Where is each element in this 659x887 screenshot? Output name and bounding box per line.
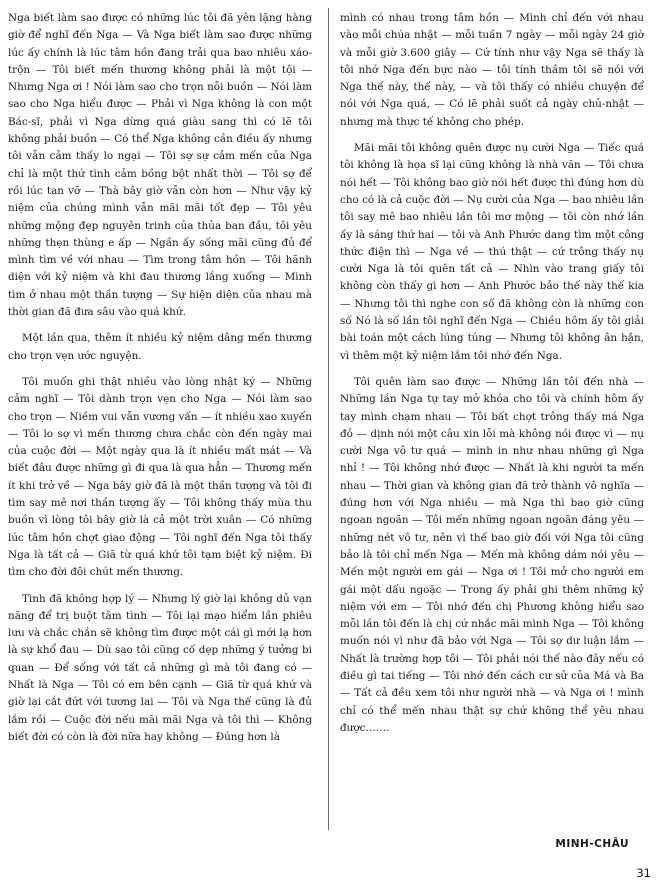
left-column (8, 10, 312, 866)
paragraph: Mãi mãi tôi không quên được nụ cười Nga — Tiếc quá tôi không là họa sĩ lại cũng không là nhà văn — Tôi chưa nói hết — Tôi không bao giờ nói hết được thì đúng hơn dù cho có là cả cuộc đời — Nụ cười của Nga — bao nhiêu lần tôi say mê bao nhiêu lần tôi mơ mộng — tôi còn nhớ lần ấy là sáng thứ hai — tôi và Anh Phước dang tìm một công thức điện thì — Nga về — thú thật — cứ trông thấy nụ cười Nga là tôi quên tất cả — Nhìn vào trang giấy tôi không còn thấy gì hơn — Anh Phước bảo thế này thế kia — Nhưng tôi thì nghe con số đã không còn là những con số Nó là số lần tôi nghĩ đến Nga — Chiều hôm ấy tôi giải bài toán một cách lúng túng — Nhưng tôi không ân hận, vì thêm một kỷ niệm lắm tôi nhớ đến Nga. (340, 142, 644, 362)
paragraph: Nga biết làm sao được có những lúc tôi đã yên lặng hàng giờ để nghĩ đến Nga — Và Nga biết làm sao được những lúc ấy chính là lúc tâm hồn đang trải qua bao nhiêu xáo-trộn — Tôi biết mến thương không phải là một tội — Nhưng Nga ơi ! Nói làm sao cho trọn nỗi buồn — Nói làm sao cho Nga hiểu được — Phải vì Nga không là con một Bác-sĩ, phải vì Nga dừng quá giàu sang thì có lẽ tôi không phải buồn — Có thể Nga không cần điều ấy nhưng tôi vẫn cảm thấy lo ngại — Tôi sợ sự cảm mến của Nga chỉ là một thứ tình cảm bồng bột nhất thời — Tôi sợ để rồi lúc tan vỡ — Thà bây giờ vẫn còn hơn — Như vậy kỷ niệm của chúng mình vẫn mãi mãi tốt đẹp — Tôi yêu những mộng đẹp nguyên trinh của thủa ban đầu, tôi yêu những thẹn thùng e ấp — Ngần ấy sống mãi cũng đủ để mình tìm về với nhau — Tìm trong tâm hồn — Tôi hãnh diện với kỷ niệm và khi đau thương lắng xuống — Mình tìm ở nhau một thần tượng — Sự hiện diện của nhau mà thời gian đã đưa sâu vào quá khứ. (8, 12, 312, 319)
page-number: 31 (636, 866, 651, 880)
paragraph: Tình đã không hợp lý — Nhưng lý giờ lại không dủ vạn năng để trị buột tâm tình — Tôi lại mạo hiểm lần phiêu lưu và chắc chắn sẽ không tìm được một cái gì mới lạ hơn là sự khổ đau — Dù sao tôi cũng cố dẹp những ý tưởng bi quan — Để sống với tất cả những gì mà tôi đang có — Nhất là Nga — Tôi có em bên cạnh — Giã từ quá khứ và giờ lại cắt đứt với tương lai — Tôi và Nga thế cũng là đủ lắm rồi — Cuộc đời nếu mãi mãi Nga và tôi thì — Không biết đời có còn là đời nữa hay không — Đúng hơn là (8, 592, 312, 743)
paragraph: mình có nhau trong tâm hồn — Mình chỉ đến với nhau vào mỗi chúa nhật — mỗi tuần 7 ngày — mỗi ngày 24 giờ và mỗi giờ 3.600 giây — Cứ tính như vậy Nga sẽ thấy là tôi nhớ Nga đến bực nào — tôi tính thầm tôi sẽ nói với Nga thế này, thế này, — và tôi thấy có nhiều chuyện để nói với Nga quá, — Có lẽ phải suốt cả ngày chủ-nhật — nhưng mà thực tế không cho phép. (340, 12, 644, 128)
paragraph: Tôi muốn ghi thật nhiều vào lòng nhật ký — Những cảm nghĩ — Tôi dành trọn vẹn cho Nga — Nói làm sao cho trọn — Niềm vui vẫn vương vấn — ít nhiều xao xuyến — Tôi lo sợ vì mến thương chưa chắc còn đến ngày mai của cuộc đời — Một ngày qua là ít nhiều mất mát — Và biết đâu được những gì đi qua là qua hẳn — Thương mến ít khi trở về — Nga bây giờ đã là một thần tượng và tôi đi tìm say mê nơi thần tượng ấy — Tôi không thấy mùa thu buồn vì lòng tôi bây giờ là cả một trời xuân — Có những lúc tâm hồn chợt giao động — Tôi nghĩ đến Nga tôi thấy Nga là tất cả — Giã từ quá khứ tôi tạm biệt kỷ niệm. Đi tìm cho đời đôi chút mến thương. (8, 375, 312, 579)
column-divider (328, 8, 329, 830)
paragraph: Tôi quên làm sao được — Những lần tôi đến nhà — Những lần Nga tự tay mở khóa cho tôi và chính hôm ấy tay mình chạm nhau — Tôi bất chợt trông thấy má Nga đỏ — dịnh nói một câu xin lỗi mà không nói được vì — nụ cười Nga vô tư quá — mình in như nhau những gì Nga nhỉ ! — Tôi không nhớ được — Nhất là khi người ta mến nhau — Thời gian và không gian đã trở thành vô nghĩa — đúng hơn với Nga nhiều — mà Nga thì bao giờ cũng ngoan ngoãn — Tôi mến những ngoan ngoãn đáng yêu — những nét vô tư, nên vì thế bao giờ đối với Nga tôi cũng bảo là tôi chỉ mến Nga — Mến mà không dám nói yêu — Mến một người em gái — Nga ơi ! Tôi mở cho người em gái một dấu ngoặc — Trong ấy phải ghi thêm những kỷ niệm với em — Tôi nhớ đến chị Phương không hiểu sao mỗi lần tôi đến là chị cứ nhắc mãi mình Nga — Tôi không muốn nói vì như đã bảo với Nga — Tôi sợ dư luận lắm — Nhất là trường hợp tôi — Tôi phải nói thế nào đây nếu có điều gì tai tiếng — Tôi nhớ đến cách cư sử của Má và Ba — Tất cả đều xem tôi như người nhà — và Nga ơi ! mình chỉ có thể mến nhau thật sự chứ không thể yêu nhau được……. (340, 375, 644, 734)
paragraph: Một lần qua, thêm ít nhiều kỷ niệm dâng mến thương cho trọn vẹn ước nguyện. (8, 332, 312, 362)
right-column (340, 10, 644, 830)
author-signature: MINH-CHÂU (555, 838, 629, 850)
